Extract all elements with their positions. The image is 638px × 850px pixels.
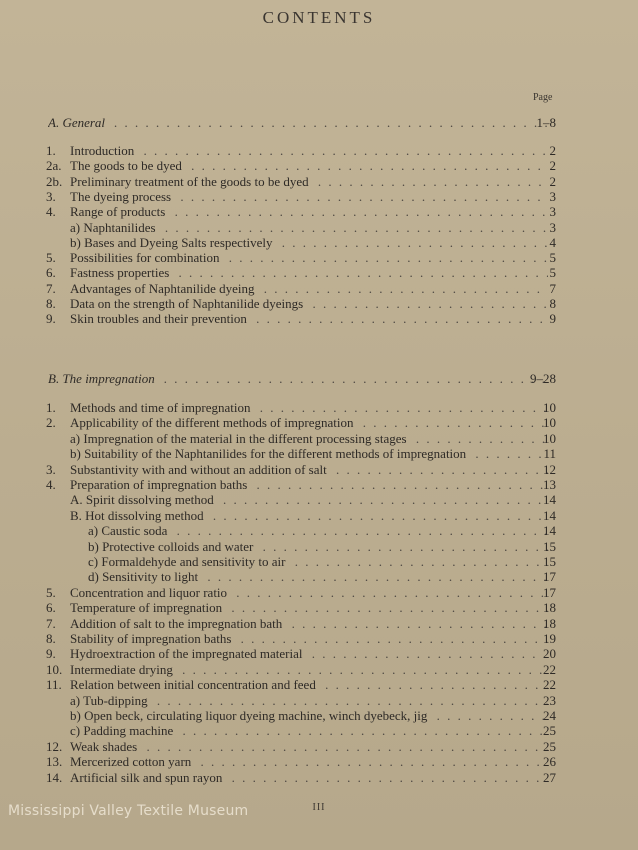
toc-entry: [0, 754, 638, 769]
toc-entry: [0, 477, 638, 492]
toc-page-number: 1–8: [536, 115, 556, 130]
toc-page-number: 27: [543, 769, 556, 785]
toc-entry-number: 11.: [46, 677, 62, 693]
toc-entry-label: Possibilities for combination: [70, 250, 220, 266]
toc-entry: [0, 220, 638, 235]
toc-page-number: 15: [543, 538, 556, 554]
toc-page-number: 17: [543, 569, 556, 585]
toc-entry-label: Intermediate drying: [70, 661, 173, 677]
toc-page-number: 14: [543, 523, 556, 539]
toc-page-number: 2: [549, 158, 556, 174]
toc-entry-number: 1.: [46, 400, 56, 415]
toc-page-number: 26: [543, 754, 556, 770]
toc-entry-number: 5.: [46, 250, 56, 266]
toc-entry: [0, 554, 638, 569]
toc-entry: [0, 265, 638, 280]
toc-entry: [0, 462, 638, 477]
toc-entry-label: a) Tub-dipping: [70, 692, 148, 708]
toc-page-number: 3: [549, 219, 556, 235]
toc-page-number: 17: [543, 584, 556, 600]
toc-entry: [0, 523, 638, 538]
toc-entry-label: Preliminary treatment of the goods to be dyed: [70, 173, 309, 189]
toc-page-number: 2: [549, 173, 556, 189]
toc-entry-label: Weak shades: [70, 738, 138, 754]
toc-page-number: 7: [549, 280, 556, 296]
toc-entry-label: B. Hot dissolving method: [70, 507, 204, 523]
toc-entry: [0, 492, 638, 507]
toc-entry: [0, 616, 638, 631]
toc-entry: [0, 662, 638, 677]
toc-entry-label: Addition of salt to the impregnation bath: [70, 615, 283, 631]
toc-entry: [0, 143, 638, 158]
toc-entry-label: Data on the strength of Naphtanilide dyeings: [70, 296, 304, 311]
toc-entry-label: Mercerized cotton yarn: [70, 754, 192, 770]
toc-page-number: 14: [543, 507, 556, 523]
toc-page-number: 3: [549, 188, 556, 204]
toc-entry-number: 2.: [46, 415, 56, 431]
toc-entry-label: a) Caustic soda: [88, 523, 168, 539]
toc-page-number: 11: [543, 446, 556, 462]
toc-entry-label: The goods to be dyed: [70, 158, 182, 174]
toc-page-number: 24: [543, 708, 556, 723]
toc-entry-number: 10.: [46, 661, 63, 677]
toc-entry: [0, 281, 638, 296]
toc-entry: [0, 631, 638, 646]
toc-entry-label: Introduction: [70, 143, 135, 158]
toc-entry-number: 2b.: [46, 173, 63, 189]
page-folio: III: [312, 802, 326, 813]
toc-page-number: 25: [543, 723, 556, 739]
toc-entry-number: 3.: [46, 188, 56, 204]
toc-entry-number: 14.: [46, 769, 63, 785]
toc-entry: [0, 296, 638, 311]
toc-page-number: 2: [549, 143, 556, 158]
toc-entry: [0, 539, 638, 554]
toc-page-number: 13: [543, 477, 556, 492]
toc-page-number: 9–28: [530, 371, 556, 386]
toc-entry-label: Range of products: [70, 204, 166, 220]
toc-entry-label: Fastness properties: [70, 265, 170, 281]
toc-entry: [0, 204, 638, 219]
toc-entry: [0, 158, 638, 173]
toc-entry-label: a) Impregnation of the material in the different processing stages: [70, 430, 407, 446]
toc-entry-label: c) Formaldehyde and sensitivity to air: [88, 554, 286, 569]
toc-entry: [0, 400, 638, 415]
toc-entry-label: The dyeing process: [70, 188, 172, 204]
toc-entry: [0, 723, 638, 738]
toc-entry-label: Preparation of impregnation baths: [70, 477, 248, 492]
toc-page-number: 5: [549, 250, 556, 266]
toc-entry: [0, 770, 638, 785]
toc-page-number: 9: [549, 311, 556, 327]
toc-page-number: 18: [543, 615, 556, 631]
toc-page-number: 23: [543, 692, 556, 708]
toc-entry-number: 5.: [46, 584, 56, 600]
toc-entry: [0, 415, 638, 430]
toc-entry-label: b) Bases and Dyeing Salts respectively: [70, 234, 273, 250]
museum-watermark: Mississippi Valley Textile Museum: [8, 803, 249, 819]
toc-entry-number: 4.: [46, 204, 56, 220]
toc-section-label: B. The impregnation: [48, 371, 155, 386]
toc-entry-label: b) Protective colloids and water: [88, 538, 254, 554]
toc-page-number: 22: [543, 661, 556, 677]
toc-entry: [0, 646, 638, 661]
toc-entry: [0, 585, 638, 600]
toc-section-label: A. General: [48, 115, 106, 130]
toc-entry: [0, 677, 638, 692]
toc-entry-number: 7.: [46, 615, 56, 631]
toc-page-number: 12: [543, 461, 556, 477]
toc-entry: [0, 431, 638, 446]
toc-entry: [0, 235, 638, 250]
toc-entry-number: 2a.: [46, 158, 62, 174]
toc-section-heading: [0, 115, 638, 130]
toc-entry-number: 9.: [46, 311, 56, 327]
toc-page-number: 10: [543, 430, 556, 446]
toc-entry-label: Methods and time of impregnation: [70, 400, 251, 415]
toc-entry-label: c) Padding machine: [70, 723, 174, 739]
page-column-header: Page: [533, 92, 553, 103]
toc-entry: [0, 739, 638, 754]
toc-entry-number: 9.: [46, 646, 56, 662]
toc-page-number: 15: [543, 554, 556, 569]
toc-entry-label: A. Spirit dissolving method: [70, 492, 214, 508]
toc-entry-number: 7.: [46, 280, 56, 296]
toc-page-number: 4: [549, 234, 556, 250]
toc-entry-number: 8.: [46, 296, 56, 311]
toc-page-number: 3: [549, 204, 556, 220]
toc-entry: [0, 446, 638, 461]
toc-entry: [0, 508, 638, 523]
toc-entry-number: 13.: [46, 754, 63, 770]
toc-page-number: 25: [543, 738, 556, 754]
toc-entry-label: Advantages of Naphtanilide dyeing: [70, 280, 255, 296]
toc-entry-label: Stability of impregnation baths: [70, 631, 232, 646]
toc-entry-label: b) Open beck, circulating liquor dyeing machine, winch dyebeck, jig: [70, 708, 428, 723]
toc-entry-label: Concentration and liquor ratio: [70, 584, 228, 600]
toc-entry: [0, 600, 638, 615]
toc-entry-number: 4.: [46, 477, 56, 492]
toc-entry-label: Skin troubles and their prevention: [70, 311, 247, 327]
toc-section-heading: [0, 371, 638, 386]
toc-entry: [0, 250, 638, 265]
toc-entry-number: 6.: [46, 265, 56, 281]
toc-entry: [0, 708, 638, 723]
toc-page-number: 14: [543, 492, 556, 508]
toc-entry-label: a) Naphtanilides: [70, 219, 156, 235]
toc-entry-number: 12.: [46, 738, 63, 754]
toc-entry: [0, 174, 638, 189]
toc-entry-label: Substantivity with and without an addition of salt: [70, 461, 327, 477]
toc-entry-number: 6.: [46, 600, 56, 616]
toc-page-number: 20: [543, 646, 556, 662]
toc-entry-number: 1.: [46, 143, 56, 158]
toc-entry-label: Artificial silk and spun rayon: [70, 769, 223, 785]
toc-page-number: 19: [543, 631, 556, 646]
toc-entry-label: Relation between initial concentration and feed: [70, 677, 316, 693]
toc-page-number: 10: [543, 400, 556, 415]
toc-page-number: 8: [549, 296, 556, 311]
toc-entry-label: Temperature of impregnation: [70, 600, 223, 616]
toc-entry-number: 3.: [46, 461, 56, 477]
toc-page-number: 5: [549, 265, 556, 281]
toc-entry: [0, 311, 638, 326]
toc-entry-label: b) Suitability of the Naphtanilides for the different methods of impregnation: [70, 446, 467, 462]
toc-page-number: 18: [543, 600, 556, 616]
toc-entry: [0, 189, 638, 204]
toc-entry-number: 8.: [46, 631, 56, 646]
toc-page-number: 22: [543, 677, 556, 693]
toc-entry-label: d) Sensitivity to light: [88, 569, 199, 585]
toc-entry: [0, 693, 638, 708]
page-title: CONTENTS: [262, 8, 376, 27]
toc-entry-label: Applicability of the different methods of impregnation: [70, 415, 354, 431]
toc-entry-label: Hydroextraction of the impregnated material: [70, 646, 303, 662]
toc-page-number: 10: [543, 415, 556, 431]
toc-entry: [0, 569, 638, 584]
